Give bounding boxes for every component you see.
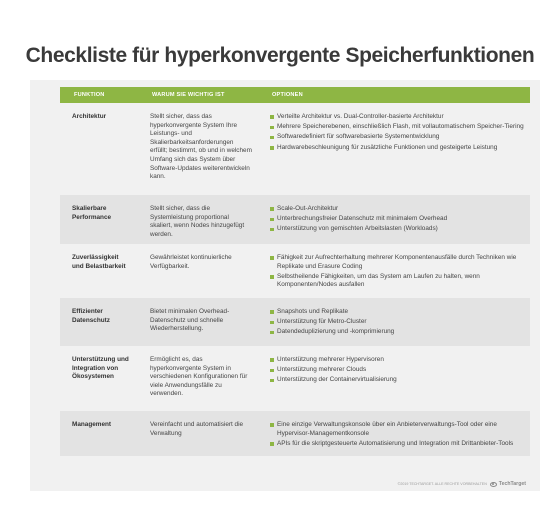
table-row bbox=[60, 195, 530, 244]
footer bbox=[398, 481, 526, 487]
copyright-text: ©2019 TECHTARGET. ALLE RECHTE VORBEHALTEN bbox=[397, 482, 487, 486]
list-item: Unterstützung mehrerer Clouds bbox=[270, 366, 524, 375]
row-optionen bbox=[258, 195, 530, 244]
list-item: Fähigkeit zur Aufrechterhaltung mehrerer Komponentenausfälle durch Techniken wie Replikate und Erasure Coding bbox=[270, 254, 524, 271]
list-item: Datendeduplizierung und -komprimierung bbox=[270, 328, 524, 337]
row-funktion: Management bbox=[72, 421, 112, 428]
row-warum: Stellt sicher, dass die Systemleistung proportional skaliert, wenn Nodes hinzugefügt werden. bbox=[150, 205, 245, 238]
row-warum: Vereinfacht und automatisiert die Verwaltung bbox=[150, 421, 244, 437]
eye-logo-icon bbox=[490, 482, 497, 487]
header-warum: WARUM SIE WICHTIG IST bbox=[152, 92, 225, 98]
row-warum: Stellt sicher, dass das hyperkonvergente System Ihre Leistungs- und Skalierbarkeitsanforderungen erfüllt; bestimmt, ob und in welchem Umfang sich das System über Software-Updates weiterentwickeln kann. bbox=[150, 113, 252, 181]
list-item: Unterstützung von gemischten Arbeitslasten (Workloads) bbox=[270, 225, 524, 234]
row-funktion: Architektur bbox=[72, 113, 107, 120]
row-funktion: Unterstützung und Integration von Ökosystemen bbox=[72, 356, 129, 381]
list-item: Snapshots und Replikate bbox=[270, 308, 524, 317]
table-row bbox=[60, 244, 530, 298]
list-item: Unterstützung der Containervirtualisierung bbox=[270, 376, 524, 385]
table-row bbox=[60, 103, 530, 195]
checklist-card bbox=[30, 80, 540, 491]
brand-name: TechTarget bbox=[498, 481, 526, 487]
row-warum: Gewährleistet kontinuierliche Verfügbarkeit. bbox=[150, 254, 232, 270]
row-warum: Bietet minimalen Overhead-Datenschutz und schnelle Wiederherstellung. bbox=[150, 308, 230, 333]
list-item: Selbstheilende Fähigkeiten, um das System am Laufen zu halten, wenn Komponenten/Nodes ausfallen bbox=[270, 273, 524, 290]
row-optionen bbox=[258, 411, 530, 456]
list-item: Scale-Out-Architektur bbox=[270, 205, 524, 214]
list-item: Verteilte Architektur vs. Dual-Controller-basierte Architektur bbox=[270, 113, 524, 122]
header-optionen: OPTIONEN bbox=[272, 92, 303, 98]
row-optionen bbox=[258, 103, 530, 195]
table-row bbox=[60, 346, 530, 411]
list-item: Unterstützung mehrerer Hypervisoren bbox=[270, 356, 524, 365]
table-header bbox=[60, 87, 530, 103]
list-item: APIs für die skriptgesteuerte Automatisierung und Integration mit Drittanbieter-Tools bbox=[270, 440, 524, 449]
list-item: Eine einzige Verwaltungskonsole über ein Anbieterverwaltungs-Tool oder eine Hypervisor-Managementkonsole bbox=[270, 421, 524, 438]
table-row bbox=[60, 411, 530, 456]
list-item: Unterbrechungsfreier Datenschutz mit minimalem Overhead bbox=[270, 215, 524, 224]
list-item: Hardwarebeschleunigung für zusätzliche Funktionen und gesteigerte Leistung bbox=[270, 144, 524, 153]
checklist-table bbox=[60, 87, 530, 456]
row-funktion: Effizienter Datenschutz bbox=[72, 308, 110, 324]
row-warum: Ermöglicht es, das hyperkonvergente System in verschiedenen Konfigurationen für viele Anwendungsfälle zu verwenden. bbox=[150, 356, 248, 398]
row-optionen bbox=[258, 346, 530, 411]
list-item: Softwaredefiniert für softwarebasierte Systementwicklung bbox=[270, 133, 524, 142]
row-optionen bbox=[258, 298, 530, 346]
header-funktion: FUNKTION bbox=[74, 92, 105, 98]
row-optionen bbox=[258, 244, 530, 298]
page-title: Checkliste für hyperkonvergente Speicherfunktionen bbox=[25, 44, 535, 67]
table-row bbox=[60, 298, 530, 346]
list-item: Unterstützung für Metro-Cluster bbox=[270, 318, 524, 327]
list-item: Mehrere Speicherebenen, einschließlich Flash, mit vollautomatischem Speicher-Tiering bbox=[270, 123, 524, 132]
brand-logo bbox=[490, 481, 526, 487]
row-funktion: Skalierbare Performance bbox=[72, 205, 112, 221]
row-funktion: Zuverlässigkeit und Belastbarkeit bbox=[72, 254, 126, 270]
